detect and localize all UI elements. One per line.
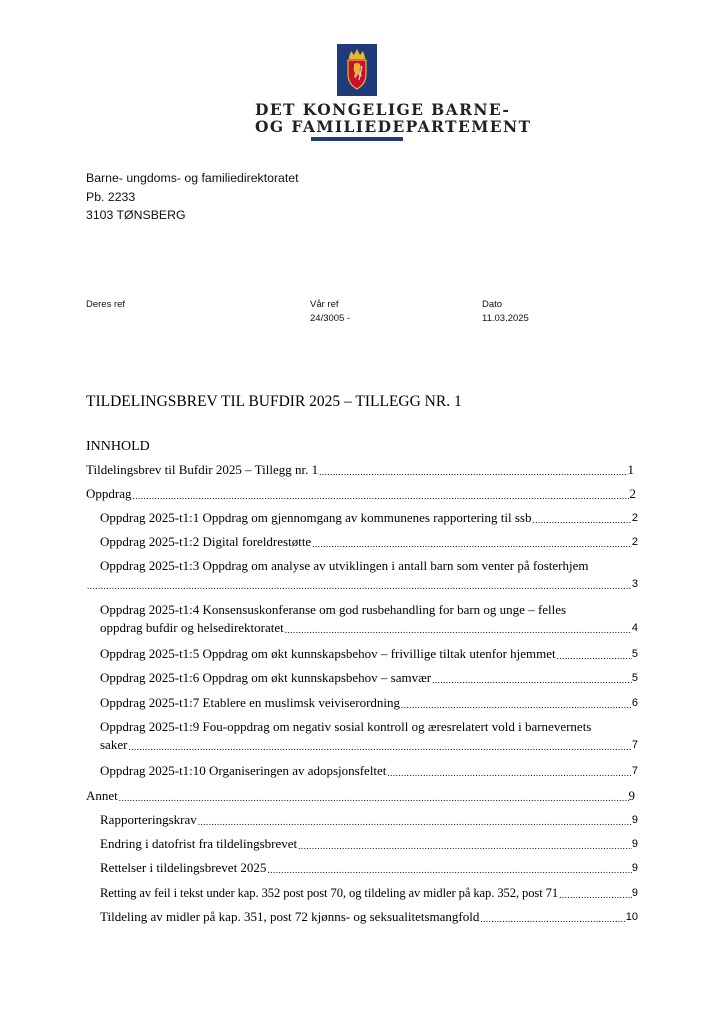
toc-entry-page: 3 bbox=[631, 578, 638, 590]
var-ref-value: 24/3005 - bbox=[310, 313, 351, 324]
department-name-line2: OG FAMILIEDEPARTEMENT bbox=[255, 117, 532, 136]
toc-entry-title: Tildelingsbrev til Bufdir 2025 – Tillegg nr. 1 bbox=[86, 462, 319, 477]
toc-entry-title: Oppdrag 2025-t1:1 Oppdrag om gjennomgang av kommunenes rapportering til ssb bbox=[100, 510, 532, 525]
recipient-line3: 3103 TØNSBERG bbox=[86, 208, 186, 222]
toc-entry-page: 1 bbox=[627, 462, 634, 477]
department-name-line1: DET KONGELIGE BARNE- bbox=[255, 100, 511, 119]
toc-entry-page: 2 bbox=[629, 486, 636, 501]
toc-entry-t1-9[interactable] bbox=[100, 718, 638, 754]
toc-entry-title: Tildeling av midler på kap. 351, post 72 kjønns- og seksualitetsmangfold bbox=[100, 909, 480, 924]
toc-entry-page: 6 bbox=[631, 697, 638, 709]
toc-entry-page: 9 bbox=[631, 862, 638, 874]
toc-entry-title: Oppdrag 2025-t1:3 Oppdrag om analyse av utviklingen i antall barn som venter på fosterhjem bbox=[100, 558, 589, 573]
toc-entry-title: Endring i datofrist fra tildelingsbrevet bbox=[100, 836, 298, 851]
toc-entry-title: Rettelser i tildelingsbrevet 2025 bbox=[100, 860, 267, 875]
toc-entry-title-line1: Oppdrag 2025-t1:4 Konsensuskonferanse om god rusbehandling for barn og unge – felles bbox=[100, 602, 567, 617]
toc-entry-oppdrag[interactable] bbox=[86, 485, 636, 503]
toc-entry-page: 9 bbox=[631, 887, 638, 899]
toc-entry-page: 4 bbox=[631, 622, 638, 634]
toc-entry-title: Rapporteringskrav bbox=[100, 812, 197, 827]
toc-entry-title-line2: oppdrag bufdir og helsedirektoratet bbox=[100, 620, 284, 635]
toc-entry-page: 5 bbox=[631, 672, 638, 684]
toc-entry-t1-10[interactable] bbox=[100, 762, 638, 780]
toc-entry-main[interactable] bbox=[86, 461, 634, 479]
toc-entry-page: 9 bbox=[631, 814, 638, 826]
toc-entry-t1-7[interactable] bbox=[100, 694, 638, 712]
coat-of-arms-icon bbox=[337, 44, 377, 96]
toc-entry-title: Oppdrag bbox=[86, 486, 132, 501]
toc-entry-t1-6[interactable] bbox=[100, 669, 638, 687]
toc-entry-title: Oppdrag 2025-t1:6 Oppdrag om økt kunnskapsbehov – samvær bbox=[100, 670, 432, 685]
toc-entry-page: 5 bbox=[631, 648, 638, 660]
toc-entry-page: 2 bbox=[631, 536, 638, 548]
toc-entry-page: 7 bbox=[631, 739, 638, 751]
toc-entry-title: Oppdrag 2025-t1:7 Etablere en muslimsk veiviserordning bbox=[100, 695, 401, 710]
toc-entry-datofrist[interactable] bbox=[100, 835, 638, 853]
toc-entry-kap-351[interactable] bbox=[100, 908, 638, 926]
toc-entry-page: 2 bbox=[631, 512, 638, 524]
toc-entry-annet[interactable] bbox=[86, 787, 635, 805]
toc-entry-title: Oppdrag 2025-t1:2 Digital foreldrestøtte bbox=[100, 534, 312, 549]
toc-entry-title: Oppdrag 2025-t1:10 Organiseringen av adopsjonsfeltet bbox=[100, 763, 387, 778]
toc-entry-t1-3[interactable] bbox=[100, 557, 638, 593]
toc-entry-title: Annet bbox=[86, 788, 118, 803]
toc-entry-page: 9 bbox=[628, 788, 635, 803]
toc-entry-page: 9 bbox=[631, 838, 638, 850]
toc-entry-t1-1[interactable] bbox=[100, 509, 638, 527]
toc-entry-rapporteringskrav[interactable] bbox=[100, 811, 638, 829]
toc-entry-page: 7 bbox=[631, 765, 638, 777]
toc-heading: INNHOLD bbox=[86, 439, 150, 454]
dato-value: 11.03.2025 bbox=[482, 313, 529, 324]
var-ref-label: Vår ref bbox=[310, 299, 339, 310]
toc-entry-rettelser[interactable] bbox=[100, 859, 638, 877]
toc-entry-t1-5[interactable] bbox=[100, 645, 638, 663]
logo-underline bbox=[311, 137, 403, 141]
toc-entry-title-line1: Oppdrag 2025-t1:9 Fou-oppdrag om negativ sosial kontroll og æresrelatert vold i barnevernets bbox=[100, 719, 592, 734]
recipient-line1: Barne- ungdoms- og familiedirektoratet bbox=[86, 171, 299, 185]
toc-entry-title-line2: saker bbox=[100, 737, 128, 752]
toc-entry-t1-2[interactable] bbox=[100, 533, 638, 551]
department-logo bbox=[255, 44, 532, 144]
deres-ref-label: Deres ref bbox=[86, 299, 126, 310]
toc-entry-retting-kap-352[interactable] bbox=[100, 884, 638, 902]
toc-entry-page: 10 bbox=[625, 911, 638, 923]
toc-entry-title: Retting av feil i tekst under kap. 352 post post 70, og tildeling av midler på kap. 352, post 71 bbox=[100, 886, 559, 900]
dato-label: Dato bbox=[482, 299, 503, 310]
toc-entry-t1-4[interactable] bbox=[100, 601, 638, 637]
document-title: TILDELINGSBREV TIL BUFDIR 2025 – TILLEGG NR. 1 bbox=[86, 393, 462, 410]
recipient-line2: Pb. 2233 bbox=[86, 190, 136, 204]
toc-entry-title: Oppdrag 2025-t1:5 Oppdrag om økt kunnskapsbehov – frivillige tiltak utenfor hjemmet bbox=[100, 646, 556, 661]
